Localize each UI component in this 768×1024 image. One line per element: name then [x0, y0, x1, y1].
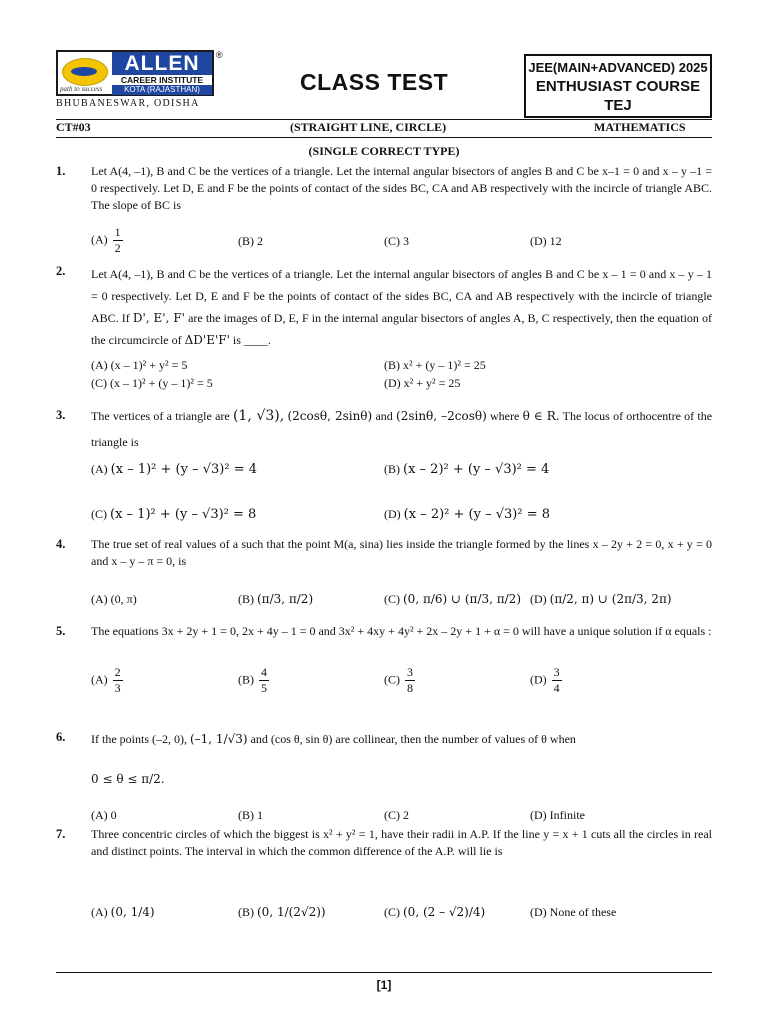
- math-expression: (–1, 1/√3): [189, 732, 248, 746]
- fraction: [552, 665, 562, 696]
- option-b: [384, 462, 549, 477]
- option-label: (B): [238, 592, 254, 606]
- test-topics: (STRAIGHT LINE, CIRCLE): [290, 120, 447, 134]
- question-text-part: The vertices of a triangle are: [91, 409, 230, 423]
- math-expression: (x – 2)² + (y – √3)² = 8: [403, 507, 550, 522]
- option-label: (B): [238, 672, 254, 687]
- option-b: [238, 592, 313, 607]
- question-text: The true set of real values of a such that the point M(a, sina) lies inside the triangle formed by the lines x – 2y + 2 = 0, x + y = 0 and x – y – π = 0, is: [91, 537, 712, 568]
- math-expression: (0, 1/4): [110, 905, 155, 919]
- question-text-part: and: [375, 409, 393, 423]
- fraction: [113, 665, 123, 696]
- option-label: (C): [384, 672, 400, 687]
- option-c: (C) (x – 1)² + (y – 1)² = 5: [91, 376, 213, 390]
- numerator: 1: [114, 225, 121, 239]
- option-a: (A) (0, π): [91, 592, 137, 606]
- option-d: (D) x² + y² = 25: [384, 376, 461, 390]
- question-number: 5.: [56, 624, 66, 638]
- option-label: (A): [91, 905, 108, 919]
- math-expression: 0 ≤ θ ≤ π/2.: [91, 772, 165, 786]
- question-text: [91, 263, 712, 351]
- math-expression: (π/3, π/2): [257, 592, 314, 606]
- question-text-part: is ____.: [232, 333, 271, 347]
- math-expression: (2cosθ, 2sinθ): [287, 409, 373, 423]
- denominator: 3: [114, 681, 121, 695]
- page-title: CLASS TEST: [300, 69, 449, 95]
- question-text: The equations 3x + 2y + 1 = 0, 2x + 4y – 1 = 0 and 3x² + 4xy + 4y² + 2x – 2y + 1 + α = 0 will have a unique solution if α equals :: [91, 624, 712, 638]
- numerator: 3: [553, 665, 560, 679]
- math-expression: (x – 1)² + (y – √3)² = 4: [110, 462, 257, 477]
- option-c: (C) 2: [384, 808, 409, 822]
- math-expression: (2sinθ, –2cosθ): [396, 409, 487, 423]
- option-c: [91, 507, 256, 522]
- question-text: Three concentric circles of which the biggest is x² + y² = 1, have their radii in A.P. If the line y = x + 1 cuts all the circles in real and distinct points. The interval in which the common difference of the A.P. will lie is: [91, 827, 712, 858]
- test-subject: MATHEMATICS: [594, 120, 686, 134]
- option-b: (B) 1: [238, 808, 263, 822]
- numerator: 2: [114, 665, 121, 679]
- numerator: 4: [261, 665, 267, 679]
- location: BHUBANESWAR, ODISHA: [56, 98, 200, 109]
- option-a: [91, 665, 125, 696]
- option-a: [91, 462, 257, 477]
- fraction: [113, 225, 123, 256]
- math-expression: D', E', F': [132, 311, 185, 325]
- allen-logo: [56, 50, 214, 96]
- footer-rule: [56, 972, 712, 973]
- math-expression: (π/2, π) ∪ (2π/3, 2π): [549, 592, 672, 606]
- registered-mark: ®: [216, 50, 223, 60]
- math-expression: (x – 2)² + (y – √3)² = 4: [403, 462, 550, 477]
- option-c: (C) 3: [384, 234, 409, 248]
- option-c: [384, 905, 485, 920]
- question-text-part: Let A(4, –1), B and C be the vertices of a triangle. Let the internal angular bisectors of angles B and C be x – 1 = 0 and x – y – 1 = 0 respectively. Let D, E and F be the points of contact of the sides BC, CA and AB respectively with the incircle of triangle ABC. If: [91, 267, 712, 325]
- option-b: (B) x² + (y – 1)² = 25: [384, 358, 486, 372]
- math-expression: (x – 1)² + (y – √3)² = 8: [110, 507, 257, 522]
- option-b: [238, 905, 326, 920]
- option-label: (D): [384, 507, 401, 521]
- course-exam: JEE(MAIN+ADVANCED) 2025: [528, 60, 708, 75]
- math-expression: (0, 1/(2√2)): [257, 905, 326, 919]
- fraction: [259, 665, 269, 696]
- question-number: 2.: [56, 264, 66, 278]
- section-title: (SINGLE CORRECT TYPE): [308, 144, 460, 158]
- numerator: 3: [407, 665, 413, 679]
- math-expression: ΔD'E'F': [184, 333, 230, 347]
- question-text-part: where: [490, 409, 520, 423]
- option-label: (D): [530, 592, 547, 606]
- option-label: (C): [91, 507, 107, 521]
- option-a: [91, 905, 155, 920]
- course-name: ENTHUSIAST COURSE: [535, 78, 701, 95]
- option-label: (A): [91, 672, 108, 687]
- question-text-part: If the points (–2, 0),: [91, 732, 187, 746]
- question-number: 3.: [56, 408, 66, 422]
- logo-emblem-icon: [62, 58, 108, 86]
- option-a: [91, 225, 125, 256]
- option-b: (B) 2: [238, 234, 263, 248]
- option-d: [530, 665, 564, 696]
- option-a: (A) (x – 1)² + y² = 5: [91, 358, 188, 372]
- option-label: (B): [238, 905, 254, 919]
- denominator: 5: [261, 681, 267, 695]
- option-d: (D) 12: [530, 234, 562, 248]
- course-batch: TEJ: [604, 97, 632, 114]
- option-d: [384, 507, 550, 522]
- option-label: (C): [384, 905, 400, 919]
- question-text: [91, 729, 712, 749]
- question-text-part: The locus of orthocentre of the triangle is: [91, 409, 713, 449]
- fraction: [405, 665, 415, 696]
- logo-brand: ALLEN: [112, 52, 212, 75]
- question-number: 1.: [56, 164, 66, 178]
- option-d: (D) None of these: [530, 905, 617, 919]
- logo-tagline: path to success: [60, 85, 103, 93]
- question-number: 6.: [56, 730, 66, 744]
- option-c: [384, 665, 417, 696]
- option-d: [530, 592, 672, 607]
- question-text-part: are the images of D, E, F in the internal angular bisectors of angles A, B, C respectively, then the equation of the circumcircle of: [91, 311, 713, 347]
- denominator: 2: [114, 241, 121, 255]
- logo-kota: KOTA (RAJASTHAN): [112, 85, 212, 95]
- option-label: (A): [91, 462, 108, 476]
- header-rule-bottom: [56, 137, 712, 138]
- page-number: [1]: [376, 978, 392, 992]
- math-expression: (0, (2 – √2)/4): [403, 905, 486, 919]
- question-number: 4.: [56, 537, 66, 551]
- option-label: (C): [384, 592, 400, 606]
- test-code: CT#03: [56, 120, 91, 134]
- math-expression: θ ∈ R.: [522, 409, 560, 423]
- question-text-part: and (cos θ, sin θ) are collinear, then the number of values of θ when: [250, 732, 576, 746]
- logo-career: CAREER INSTITUTE: [120, 75, 204, 85]
- option-label: (B): [384, 462, 400, 476]
- denominator: 4: [553, 681, 560, 695]
- math-expression: (0, π/6) ∪ (π/3, π/2): [403, 592, 521, 606]
- option-c: [384, 592, 521, 607]
- option-label: (A): [91, 232, 108, 247]
- course-box: [524, 54, 712, 118]
- question-number: 7.: [56, 827, 66, 841]
- option-b: [238, 665, 271, 696]
- option-label: (D): [530, 672, 547, 687]
- question-text: [91, 403, 712, 455]
- option-d: (D) Infinite: [530, 808, 585, 822]
- math-expression: (1, √3),: [232, 408, 285, 424]
- option-a: (A) 0: [91, 808, 117, 822]
- denominator: 8: [407, 681, 413, 695]
- question-text: Let A(4, –1), B and C be the vertices of a triangle. Let the internal angular bisectors of angles B and C be x–1 = 0 and x – y –1 = 0 respectively. Let D, E and F be the points of contact of the sides BC, CA and AB respectively with the incircle of triangle ABC. The slope of BC is: [91, 164, 712, 212]
